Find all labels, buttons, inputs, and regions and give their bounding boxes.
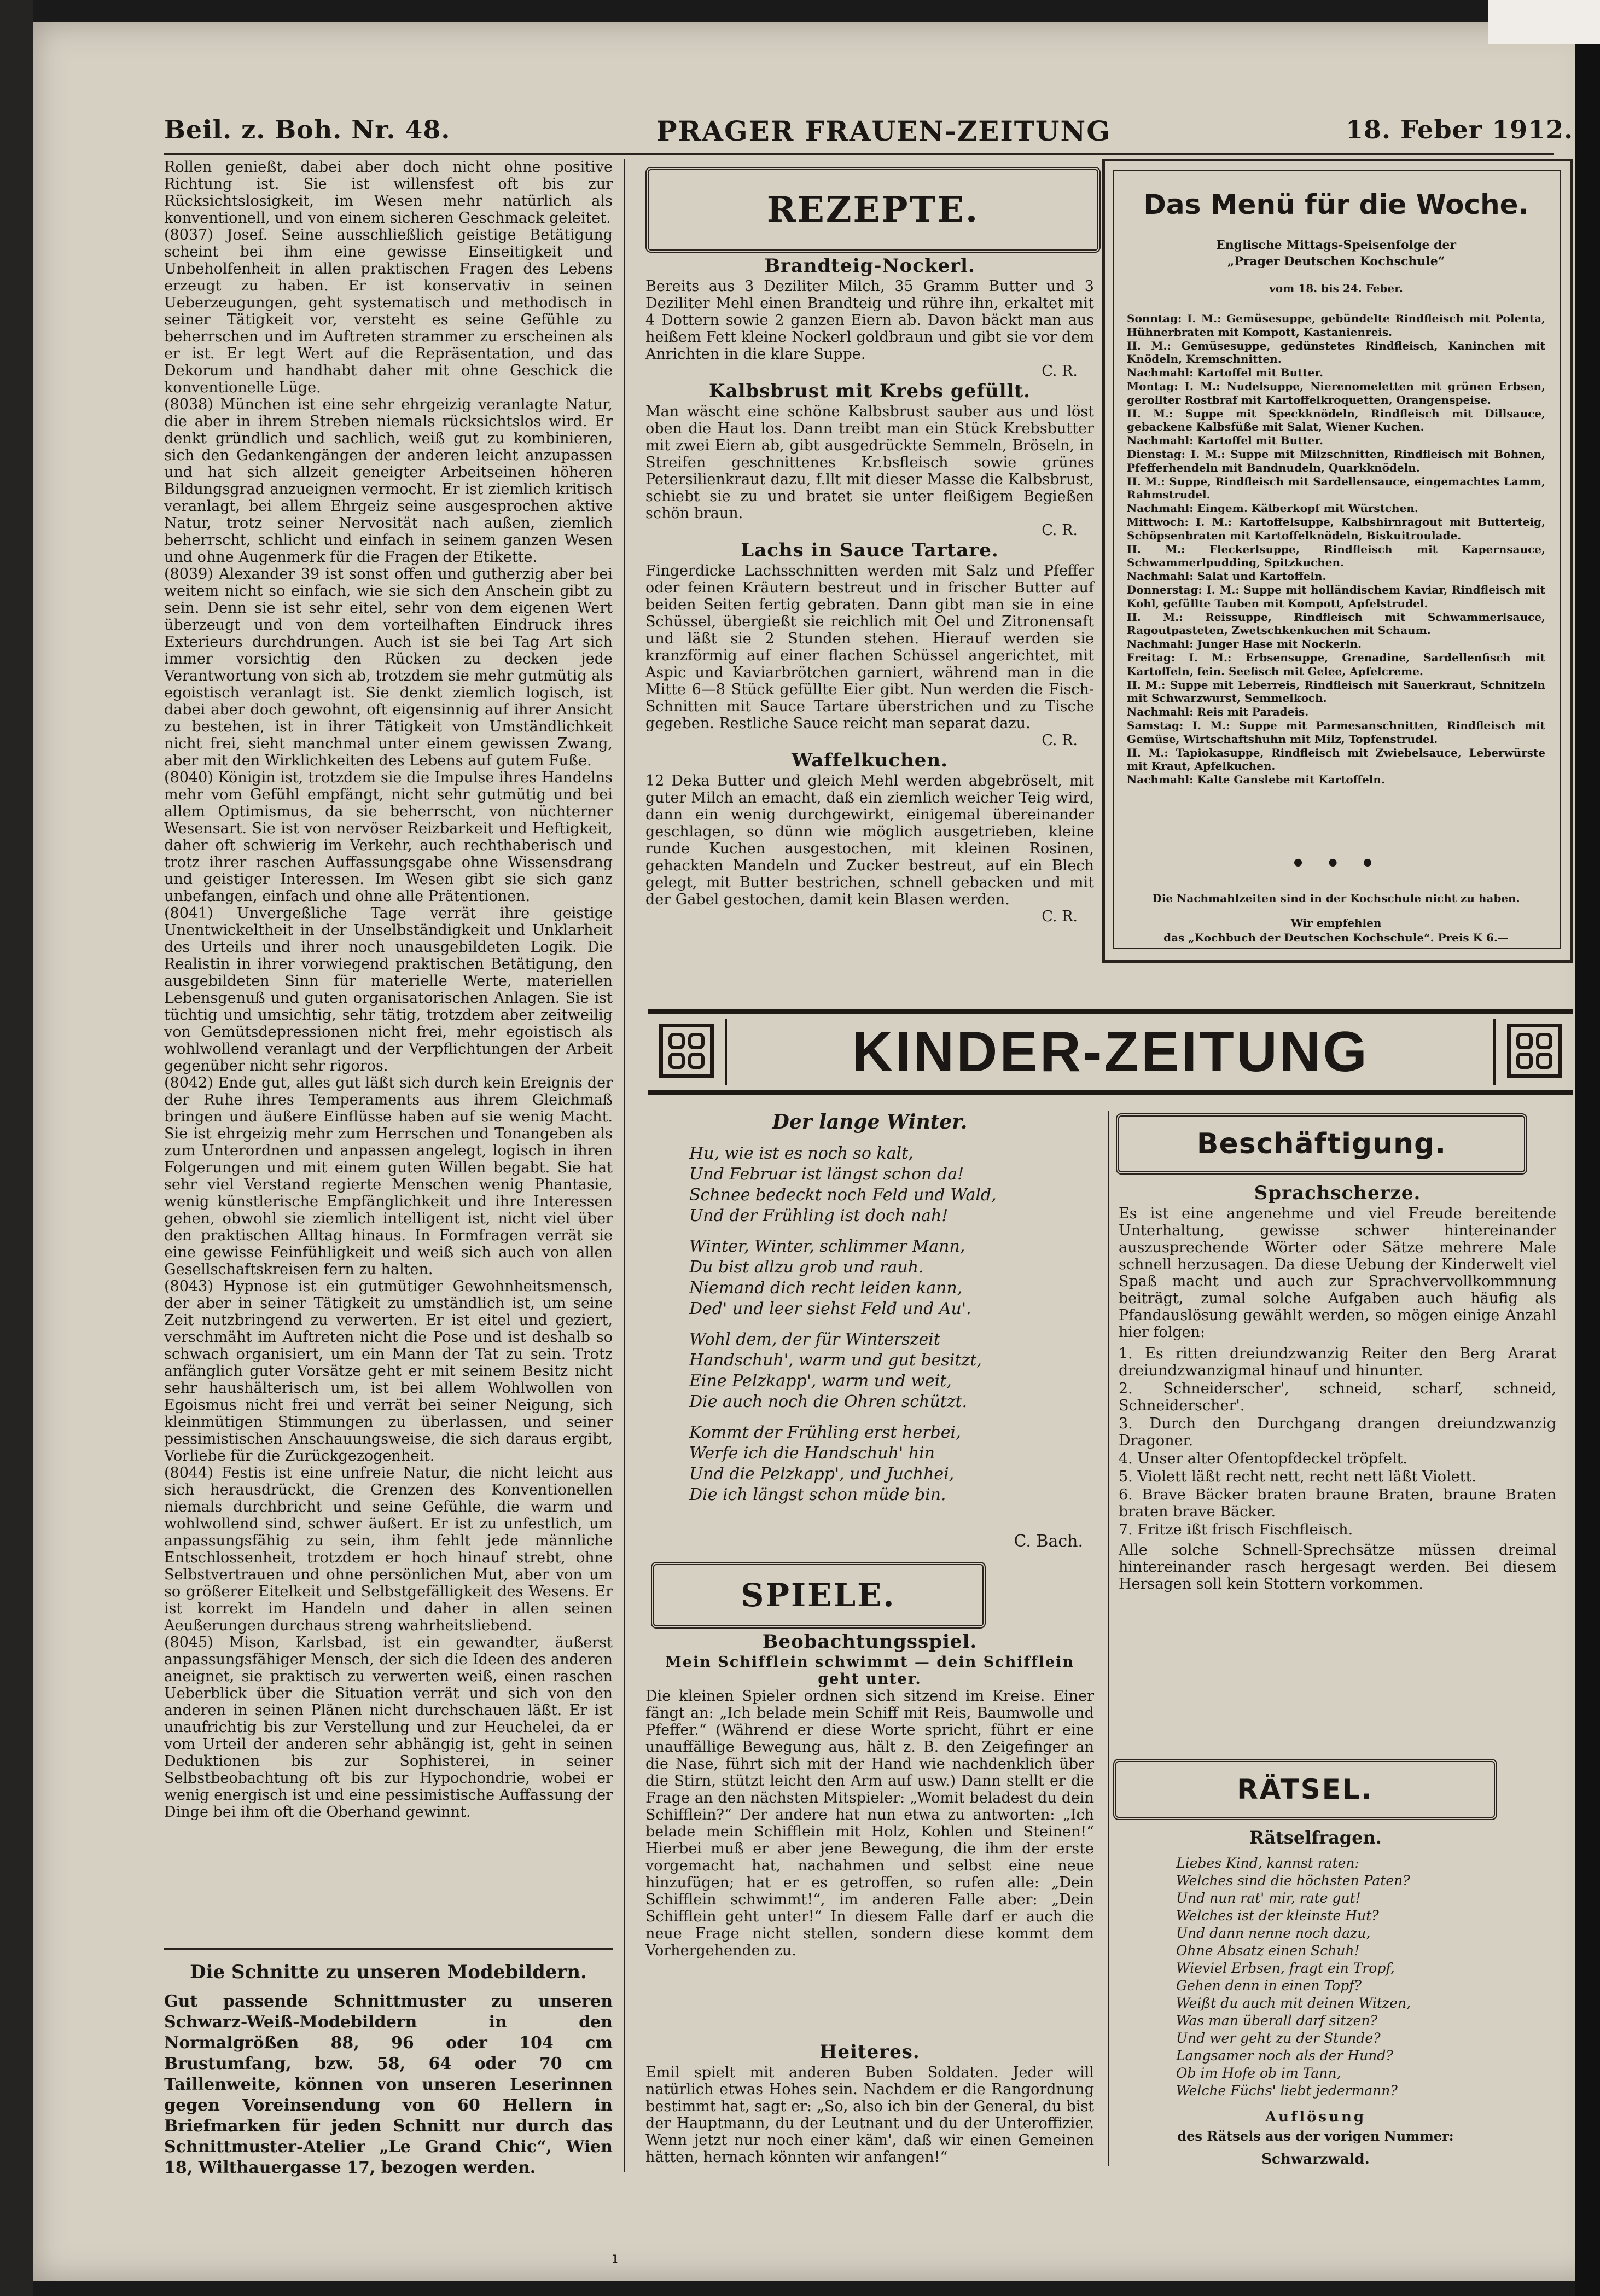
raetsel-line: Gehen denn in einen Topf? — [1176, 1978, 1362, 1993]
poem-body — [689, 1143, 1072, 1515]
menu-day: Nachmahl: Kalte Ganslebe mit Kartoffeln. — [1127, 773, 1385, 787]
sprachscherze-item: 5. Violett läßt recht nett, recht nett läßt Violett. — [1119, 1468, 1476, 1485]
poem-title: Der lange Winter. — [772, 1111, 968, 1134]
recipe-text: 12 Deka Butter und gleich Mehl werden abgebröselt, mit guter Milch an emacht, daß ein ziemlich weicher Teig wird, dann ein wenig durchgewirkt, einigemal übereinander geschlagen, so dünn wie möglich ausgetrieben, kleine runde Kuchen ausgestochen, mit kleinen Rosinen, gehackten Mandeln und Zucker bestreut, auf ein Blech gelegt, mit Butter bestrichen, schnell gebacken und mit der Gabel gestochen, damit kein Blasen werden. — [645, 772, 1094, 908]
sprachscherze-item: 1. Es ritten dreiundzwanzig Reiter den Berg Ararat dreiundzwanzigmal hinauf und hinunter. — [1119, 1345, 1556, 1379]
menu-day: Dienstag: I. M.: Suppe mit Milzschnitten, Rindfleisch mit Bohnen, Pfefferhendeln mit Bandnudeln, Quarkknödeln. — [1127, 447, 1545, 474]
poem-stanza — [689, 1422, 1072, 1506]
raetsel-line: Und wer geht zu der Stunde? — [1176, 2030, 1381, 2046]
header-rule — [164, 153, 1554, 155]
sprachscherze-item: 2. Schneiderscher', schneid, scharf, schneid, Schneiderscher'. — [1119, 1380, 1556, 1414]
graphology-paragraph: (8045) Mison, Karlsbad, ist ein gewandter, äußerst anpassungsfähiger Mensch, der sich die Ideen des anderen aneignet, sie praktisch zu verwerten weiß, einen raschen Ueberblick über die Situation verrät und sich von den anderen in seinen Plänen nicht durchschauen läßt. Er ist unaufrichtig bis zur Verstellung und zur Heuchelei, da er vom Urteil der anderen sehr abhängig ist, geht in seinen Deduktionen bis zur Sophisterei, in seiner Selbstbeobachtung oft bis zur Hypochondrie, wobei er wenig energisch ist und eine pessimistische Auffassung der Dinge bei ihm oft die Oberhand gewinnt. — [164, 1634, 613, 1821]
recipe-signature: C. R. — [1042, 908, 1078, 925]
raetsel-title: RÄTSEL. — [1113, 1759, 1497, 1820]
poem-line: Und Februar ist längst schon da! — [689, 1165, 964, 1184]
menu-day: Nachmahl: Kartoffel mit Butter. — [1127, 434, 1323, 447]
recipe-text: Fingerdicke Lachsschnitten werden mit Salz und Pfeffer oder feinen Kräutern bestreut und in frischer Butter auf beiden Seiten fertig gebraten. Dann gibt man sie in eine Schüssel, übergießt sie reichlich mit Oel und Zitronensaft und läßt sie 2 Stunden stehen. Hierauf werden sie kranzförmig auf einer flachen Schüssel angerichtet, mit Aspic und Kaviarbrötchen garniert, während man in die Mitte 6—8 Stück gefüllte Eier gibt. Nun werden die Fisch-Schnitten mit Sauce Tartare überstrichen und zu Tische gegeben. Restliche Sauce reicht man separat dazu. — [645, 562, 1094, 732]
beschaeftigung-title: Beschäftigung. — [1116, 1113, 1527, 1175]
aufloesung-answer: Schwarzwald. — [1261, 2151, 1370, 2167]
menu-day: Nachmahl: Junger Hase mit Nockerln. — [1127, 637, 1362, 651]
banner-divider — [1493, 1019, 1496, 1085]
menu-day: II. M.: Suppe mit Speckknödeln, Rindfleisch mit Dillsauce, gebackene Kalbsfüße mit Salat, Wiener Kuchen. — [1127, 406, 1545, 434]
raetsel-line: Was man überall darf sitzen? — [1176, 2013, 1377, 2028]
page-mark: ı — [613, 2248, 618, 2266]
poem-line: Die auch noch die Ohren schützt. — [689, 1392, 968, 1411]
menu-day: II. M.: Tapiokasuppe, Rindfleisch mit Zwiebelsauce, Leberwürste mit Kraut, Apfelkuchen. — [1127, 746, 1545, 773]
poem-signature: C. Bach. — [1014, 1532, 1083, 1551]
sprachscherze-item: 6. Brave Bäcker braten braune Braten, braune Braten braten brave Bäcker. — [1119, 1486, 1556, 1520]
poem-stanza — [689, 1143, 1072, 1227]
menu-day: Nachmahl: Salat und Kartoffeln. — [1127, 569, 1326, 583]
recipe-signature: C. R. — [1042, 363, 1078, 380]
poem-line: Und der Frühling ist doch nah! — [689, 1206, 949, 1225]
menu-title: Das Menü für die Woche. — [1143, 189, 1529, 220]
graphology-paragraph: (8037) Josef. Seine ausschließlich geistige Betätigung scheint bei ihm eine gewisse Einseitigkeit und Unbeholfenheit in allen praktischen Fragen des Lebens erzeugt zu haben. Er ist konservativ in seinen Ueberzeugungen, geht systematisch und methodisch in seiner Tätigkeit vor, versteht es seine Gefühle zu beherrschen und im Auftreten strammer zu erscheinen als er ist. Er legt Wert auf die Repräsentation, und das Dekorum und handhabt daher mit ohne Geschick die konventionelle Lüge. — [164, 226, 613, 396]
poem-line: Werfe ich die Handschuh' hin — [689, 1444, 935, 1463]
raetsel-line: Ob im Hofe ob im Tann, — [1176, 2065, 1341, 2081]
recipe-heading: Lachs in Sauce Tartare. — [741, 539, 999, 561]
menu-day: Sonntag: I. M.: Gemüsesuppe, gebündelte Rindfleisch mit Polenta, Hühnerbraten mit Kompott, Kastanienreis. — [1127, 312, 1545, 339]
menu-day: Mittwoch: I. M.: Kartoffelsuppe, Kalbshirnragout mit Butterteig, Schöpsenbraten mit Kartoffelknödeln, Biskuitroulade. — [1127, 515, 1545, 542]
sprachscherze-heading: Sprachscherze. — [1254, 1182, 1421, 1204]
menu-day: II. M.: Reissuppe, Rindfleisch mit Schwammerlsauce, Ragoutpasteten, Zwetschkenkuchen mit Schaum. — [1127, 610, 1545, 637]
raetsel-line: Welche Füchs' liebt jedermann? — [1176, 2083, 1398, 2099]
raetsel-line: Wieviel Erbsen, fragt ein Tropf, — [1176, 1960, 1395, 1976]
aufloesung-label: Auflösung — [1265, 2109, 1366, 2125]
banner-divider — [725, 1019, 727, 1085]
sprachscherze-outro: Alle solche Schnell-Sprechsätze müssen dreimal hintereinander rasch hergesagt werden. Bei diesem Hersagen soll kein Stottern vorkommen. — [1119, 1542, 1556, 1592]
game-heading: Beobachtungsspiel. — [762, 1631, 978, 1653]
menu-day: II. M.: Fleckerlsuppe, Rindfleisch mit Kapernsauce, Schwammerlpudding, Spitzkuchen. — [1127, 542, 1545, 569]
poem-line: Hu, wie ist es noch so kalt, — [689, 1144, 914, 1163]
menu-day: Freitag: I. M.: Erbsensuppe, Grenadine, Sardellenfisch mit Kartoffeln, fein. Seefisch mit Gelee, Apfelcreme. — [1127, 650, 1545, 678]
scan-right-edge — [1575, 0, 1600, 2296]
sprachscherze-list — [1119, 1345, 1556, 1538]
graphology-paragraph: (8038) München ist eine sehr ehrgeizig veranlagte Natur, die aber in ihrem Streben niemals rücksichtslos wird. Er denkt gründlich und sachlich, weiß gut zu kombinieren, sich den Gedankengängen der anderen leicht anzupassen und hat sich allzeit geneigter Arbeitseinen höheren Bildungsgrad anzueignen vermocht. Er ist ziemlich kritisch veranlagt, bei allem Ehrgeiz seine ausgesprochen aktive Natur, trotz seiner Nervosität nach außen, ziemlich beherrscht, schlicht und einfach in seinem ganzen Wesen und ohne Augenmerk für die Fragen der Etikette. — [164, 396, 613, 566]
menu-day: II. M.: Suppe mit Leberreis, Rindfleisch mit Sauerkraut, Schnitzeln mit Schwarzwurst, Semmelkoch. — [1127, 678, 1545, 705]
raetsel-line: Ohne Absatz einen Schuh! — [1176, 1943, 1360, 1958]
raetsel-line: Weißt du auch mit deinen Witzen, — [1176, 1995, 1411, 2011]
poem-line: Und die Pelzkapp', und Juchhei, — [689, 1464, 955, 1484]
menu-day: Samstag: I. M.: Suppe mit Parmesanschnitten, Rindfleisch mit Gemüse, Wirtschaftshuhn mit Milz, Topfenstrudel. — [1127, 718, 1545, 746]
graphology-paragraph: (8039) Alexander 39 ist sonst offen und gutherzig aber bei weitem nicht so einfach, wie sie sich den Anschein gibt zu sein. Denn sie ist sehr eitel, sehr von dem eigenen Wert überzeugt und von dem vorteilhaften Eindruck ihres Exterieurs durchdrungen. Auch ist sie bei Tag Art sich immer vorsichtig den Rücken zu decken jede Verantwortung von sich ab, trotzdem sie mehr gutmütig als egoistisch veranlagt ist. Sie denkt ziemlich logisch, ist dabei aber doch gewohnt, oft eigensinnig auf ihrer Ansicht zu bestehen, ist in ihrer Tätigkeit von Umständlichkeit nicht frei, sieht manchmal unter einem gewissen Zwang, aber mit den Wirklichkeiten des Lebens auf gutem Fuße. — [164, 566, 613, 769]
menu-dates: vom 18. bis 24. Feber. — [1269, 282, 1403, 295]
graphology-paragraph: (8041) Unvergeßliche Tage verrät ihre geistige Unentwickeltheit in der Unselbständigkeit und Unklarheit des Urteils und ihrer noch unausgebildeten Logik. Die Realistin in ihrer vorwiegend praktischen Betätigung, den ausgebildeten Sinn für materielle Werte, materiellen Lebensgenuß und guten organisatorischen Anlagen. Sie ist tüchtig und umsichtig, sehr tätig, trotzdem aber zeitweilig von Gemütsdepressionen nicht frei, mehr egoistisch als wohlwollend veranlagt und der Verpflichtungen der Arbeit gegenüber nicht sehr rigoros. — [164, 905, 613, 1074]
poem-stanza — [689, 1236, 1072, 1320]
recipe-heading: Waffelkuchen. — [792, 749, 948, 771]
scan-corner — [1488, 0, 1600, 44]
poem-line: Ded' und leer siehst Feld und Au'. — [689, 1299, 971, 1318]
poem-line: Niemand dich recht leiden kann, — [689, 1278, 963, 1298]
graphology-column — [164, 159, 613, 1931]
recipe-text: Bereits aus 3 Deziliter Milch, 35 Gramm Butter und 3 Deziliter Mehl einen Brandteig und rühre ihn, erkaltet mit 4 Dottern sowie 2 ganzen Eiern ab. Davon bäckt man aus heißem Fett kleine Nockerl goldbraun und gibt sie vor dem Anrichten in die klare Suppe. — [645, 278, 1094, 363]
menu-subtitle: Englische Mittags-Speisenfolge der — [1216, 238, 1456, 252]
spiele-section — [645, 1630, 1094, 1959]
menu-days — [1127, 312, 1545, 787]
raetsel-line: Welches sind die höchsten Paten? — [1176, 1873, 1410, 1888]
recipe-heading: Kalbsbrust mit Krebs gefüllt. — [709, 380, 1031, 402]
beschaeftigung-section — [1119, 1182, 1556, 1592]
poem-stanza — [689, 1329, 1072, 1413]
menu-subtitle: „Prager Deutschen Kochschule“ — [1227, 254, 1445, 269]
game-text: Die kleinen Spieler ordnen sich sitzend im Kreise. Einer fängt an: „Ich belade mein Schiff mit Reis, Baumwolle und Pfeffer.“ (Während er diese Worte spricht, führt er eine unauffällige Bewegung aus, hält z. B. den Zeigefinger an die Nase, führt sich mit der Hand wie nachdenklich über die Stirn, stützt leicht den Arm auf usw.) Dann stellt er die Frage an den nächsten Mitspieler: „Womit beladest du dein Schifflein?“ Der andere hat nun etwa zu antworten: „Ich belade mein Schifflein mit Holz, Kohlen und Steinen!“ Hierbei muß er aber jene Bewegung, die ihm der erste vorgemacht hat, nachahmen und selbst eine neue hinzufügen; hat er es getroffen, so rufen alle: „Dein Schifflein schwimmt!“, im anderen Falle aber: „Dein Schifflein geht unter!“ In diesem Falle darf er auch die neue Frage nicht stellen, sondern diese kommt dem Vorhergehenden zu. — [645, 1688, 1094, 1959]
heiteres-text: Emil spielt mit anderen Buben Soldaten. Jeder will natürlich etwas Hohes sein. Nachdem er die Rangordnung bestimmt hat, sagt er: „So, also ich bin der General, du bist der Hauptmann, du der Leutnant und du der Unteroffizier. Wenn jetzt nur noch einer käm', daß wir einen Gemeinen hätten, hernach könnten wir anfangen!“ — [645, 2064, 1094, 2166]
poem-line: Wohl dem, der für Winterszeit — [689, 1330, 940, 1349]
raetsel-line: Und dann nenne noch dazu, — [1176, 1925, 1371, 1941]
menu-note: Die Nachmahlzeiten sind in der Kochschule nicht zu haben. — [1152, 892, 1520, 905]
recipe-heading: Brandteig-Nockerl. — [764, 255, 975, 277]
heiteres-heading: Heiteres. — [819, 2041, 920, 2063]
menu-cookbook: das „Kochbuch der Deutschen Kochschule“. Preis K 6.— — [1163, 931, 1509, 944]
rezepte-title: REZEPTE. — [645, 167, 1101, 253]
menu-stars: • • • — [1291, 851, 1381, 876]
heiteres-section — [645, 2041, 1094, 2166]
graphology-paragraph: Rollen genießt, dabei aber doch nicht ohne positive Richtung ist. Sie ist willensfest oft bis zur Rücksichtslosigkeit, im Wesen mehr natürlich als konventionell, und von einem sicheren Geschmack geleitet. — [164, 159, 613, 226]
raetsel-line: Und nun rat' mir, rate gut! — [1176, 1890, 1361, 1906]
ornament-icon — [659, 1024, 714, 1078]
menu-recommend: Wir empfehlen — [1290, 916, 1382, 929]
newspaper-page — [33, 22, 1597, 2281]
raetsel-line: Liebes Kind, kannst raten: — [1176, 1855, 1359, 1871]
menu-day: Donnerstag: I. M.: Suppe mit holländischem Kaviar, Rindfleisch mit Kohl, gefüllte Tauben mit Kompott, Apfelstrudel. — [1127, 583, 1545, 610]
recipe-signature: C. R. — [1042, 522, 1078, 539]
schnitte-rule — [164, 1948, 613, 1950]
raetsel-heading: Rätselfragen. — [1249, 1827, 1382, 1848]
schnitte-title: Die Schnitte zu unseren Modebildern. — [190, 1961, 587, 1983]
kinder-zeitung-title: KINDER-ZEITUNG — [852, 1020, 1369, 1084]
sprachscherze-item: 7. Fritze ißt frisch Fischfleisch. — [1119, 1521, 1353, 1538]
poem-line: Winter, Winter, schlimmer Mann, — [689, 1237, 965, 1256]
column-divider-left — [624, 159, 625, 2172]
ornament-icon — [1507, 1024, 1562, 1078]
graphology-paragraph: (8044) Festis ist eine unfreie Natur, die nicht leicht aus sich herausdrückt, die Grenzen des Konventionellen niemals durchbricht und seine Gefühle, die warm und wohlwollend sind, schwer äußert. Er ist zu unfestlich, um anpassungsfähig zu sein, ihm fehlt jede männliche Entschlossenheit, trotzdem er hoch hinauf strebt, ohne Selbstvertrauen und ohne persönlichen Mut, aber von um so größerer Eitelkeit und Selbstgefälligkeit des Wesens. Er ist korrekt im Handeln und daher in allen seinen Aeußerungen durchaus streng wahrheitsliebend. — [164, 1464, 613, 1634]
graphology-paragraph: (8040) Königin ist, trotzdem sie die Impulse ihres Handelns mehr vom Gefühl empfängt, nicht sehr gutmütig und bei allem Optimismus, da sie beherrscht, von nüchterner Wesensart. Sie ist von nervöser Reizbarkeit und Heftigkeit, daher oft schwierig im Verkehr, auch rechthaberisch und trotz ihrer raschen Auffassungsgabe ohne Wissensdrang und geistiger Interessen. Im Wesen gibt sie sich ganz unbefangen, einfach und ohne alle Prätentionen. — [164, 769, 613, 905]
graphology-paragraph: (8042) Ende gut, alles gut läßt sich durch kein Ereignis der der Ruhe ihres Temperaments aus ihrem Gleichmaß bringen und äußere Einflüsse haben auf sie wenig Macht. Sie ist ehrgeizig mehr zum Herrschen und Tonangeben als zum Unterordnen und anpassen angelegt, logisch in ihren Folgerungen und mit einem guten Willen begabt. Sie hat sehr viel Verstand regierte Menschen wenig Phantasie, wenig künstlerische Empfänglichkeit und ihre Interessen gehen, obwohl sie ziemlich intelligent ist, nicht viel über den praktischen Alltag hinaus. In Formfragen verrät sie eine gewisse Feinfühligkeit und weiß sich auch von allen Gesellschaftskreisen fern zu halten. — [164, 1074, 613, 1278]
raetsel-verses — [1176, 1855, 1504, 2100]
recipe-text: Man wäscht eine schöne Kalbsbrust sauber aus und löst oben die Haut los. Dann treibt man ein Stück Krebsbutter mit zwei Eiern ab, gibt ausgedrückte Semmeln, Bröseln, in Streifen geschnittenes Kr.bsfleisch sowie grünes Petersilienkraut dazu, f.llt mit dieser Masse die Kalbsbrust, schiebt sie zu und bratet sie unter fleißigem Begießen schön braun. — [645, 403, 1094, 522]
poem-line: Eine Pelzkapp', warm und weit, — [689, 1371, 952, 1391]
kinder-zeitung-banner — [648, 1009, 1573, 1095]
menu-day: II. M.: Gemüsesuppe, gedünstetes Rindfleisch, Kaninchen mit Knödeln, Kremschnitten. — [1127, 339, 1545, 366]
menu-day: Nachmahl: Kartoffel mit Butter. — [1127, 366, 1323, 380]
poem-line: Kommt der Frühling erst herbei, — [689, 1423, 961, 1442]
spiele-title: SPIELE. — [651, 1562, 986, 1629]
graphology-paragraph: (8043) Hypnose ist ein gutmütiger Gewohnheitsmensch, der aber in seiner Tätigkeit zu umständlich ist, um seine Zeit nutzbringend zu verwerten. Er ist eitel und geziert, verschmäht im Auftreten nicht die Pose und ist deshalb so schwach organisiert, um ein Mann der Tat zu sein. Trotz anfänglich guter Vorsätze geht er mit seinem Besitz nicht sehr haushälterisch um, ist bei allem Wohlwollen von Egoismus nicht frei und verrät bei seiner Neigung, sich kleinmütigen Stimmungen zu überlassen, und seiner pessimistischen Anschauungsweise, die sich daraus ergibt, Vorliebe für die Zurückgezogenheit. — [164, 1278, 613, 1464]
menu-day: Montag: I. M.: Nudelsuppe, Nierenomeletten mit grünen Erbsen, gerollter Rostbraf mit Kartoffelkroquetten, Orangenspeise. — [1127, 379, 1545, 406]
schnitte-text: Gut passende Schnittmuster zu unseren Schwarz-Weiß-Modebildern in den Normalgrößen 88, 96 oder 104 cm Brustumfang, bzw. 58, 64 oder 70 cm Taillenweite, können von unseren Leserinnen gegen Voreinsendung von 60 Hellern in Briefmarken für jeden Schnitt nur durch das Schnittmuster-Atelier „Le Grand Chic“, Wien 18, Wilthauergasse 17, bezogen werden. — [164, 1992, 613, 2177]
scan-left-edge — [0, 0, 33, 2296]
raetsel-line: Langsamer noch als der Hund? — [1176, 2048, 1393, 2064]
poem-line: Schnee bedeckt noch Feld und Wald, — [689, 1185, 997, 1205]
sprachscherze-item: 4. Unser alter Ofentopfdeckel tröpfelt. — [1119, 1450, 1408, 1467]
recipe-signature: C. R. — [1042, 732, 1078, 749]
game-subheading: Mein Schifflein schwimmt — dein Schifflein geht unter. — [665, 1654, 1075, 1688]
menu-day: Nachmahl: Reis mit Paradeis. — [1127, 705, 1309, 719]
raetsel-line: Welches ist der kleinste Hut? — [1176, 1908, 1379, 1923]
rezepte-section — [645, 254, 1094, 925]
sprachscherze-item: 3. Durch den Durchgang drangen dreiundzwanzig Dragoner. — [1119, 1415, 1556, 1449]
issue-number: Beil. z. Boh. Nr. 48. — [164, 115, 451, 144]
issue-date: 18. Feber 1912. — [1346, 115, 1574, 144]
poem-line: Die ich längst schon müde bin. — [689, 1485, 946, 1504]
menu-day: Nachmahl: Eingem. Kälberkopf mit Würstchen. — [1127, 502, 1418, 515]
poem-line: Du bist allzu grob und rauh. — [689, 1258, 924, 1277]
newspaper-title: PRAGER FRAUEN-ZEITUNG — [656, 115, 1111, 147]
column-divider-right — [1108, 1111, 1109, 2166]
sprachscherze-intro: Es ist eine angenehme und viel Freude bereitende Unterhaltung, gewisse schwer hintereinander auszusprechende Wörter oder Sätze mehrere Male schnell herzusagen. Da diese Uebung der Kinderwelt viel Spaß macht und auch zur Sprachvervollkommnung beiträgt, zumal solche Aufgaben auch häufig als Pfandauslösung gewählt werden, so mögen einige Anzahl hier folgen: — [1119, 1205, 1556, 1341]
menu-day: II. M.: Suppe, Rindfleisch mit Sardellensauce, eingemachtes Lamm, Rahmstrudel. — [1127, 474, 1545, 502]
aufloesung-text: des Rätsels aus der vorigen Nummer: — [1177, 2128, 1454, 2144]
poem-line: Handschuh', warm und gut besitzt, — [689, 1351, 982, 1370]
